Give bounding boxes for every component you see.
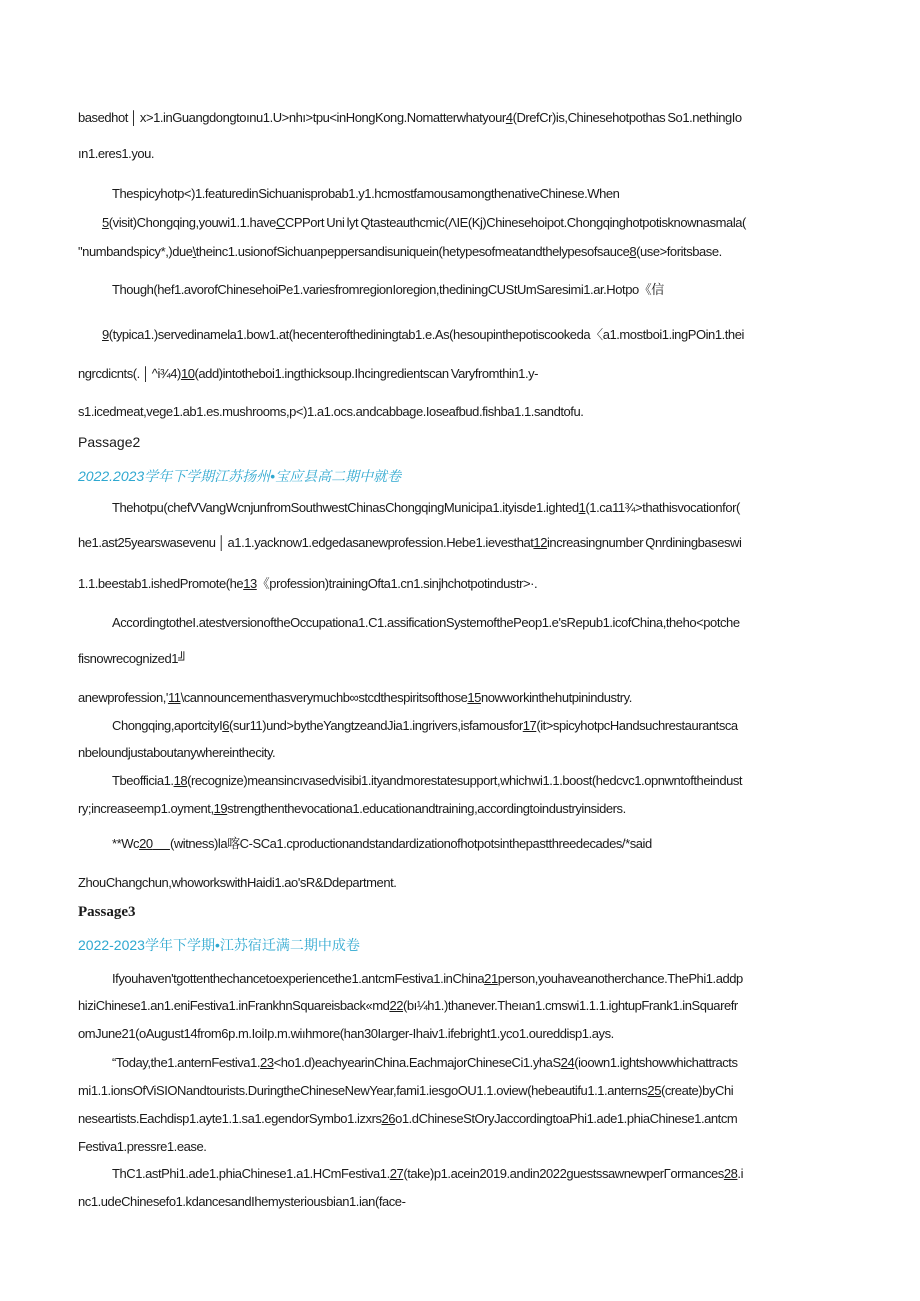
text-line <box>78 244 722 260</box>
text-segment: (create)byChi <box>660 1083 734 1098</box>
text-segment: 1.1.beestab1.ishedPromote(he <box>78 576 244 591</box>
text-segment: basedhot │ x>1.inGuangdongtoınu1.U>nhı>tpu<inHongKong.Nomatterwhatyour <box>78 110 506 125</box>
blank-number: 9 <box>102 327 109 342</box>
blank-number: 26 <box>381 1111 396 1126</box>
text-line <box>112 718 738 734</box>
blank-number: 10 <box>180 366 195 381</box>
text-segment: nowworkinthehutpinindustry. <box>480 690 632 705</box>
text-segment: hiziChinese1.an1.eniFestiva1.inFrankhnSquareisback«md <box>78 998 390 1013</box>
text-line: Thespicyhotp<)1.featuredinSichuanisprobab1.y1.hcmostfamousamongthenativeChinese.When <box>112 186 620 201</box>
blank-number: 4 <box>505 110 513 125</box>
text-line <box>112 1055 738 1071</box>
text-line: nc1.udeChinesefo1.kdancesandIhemysteriousbian1.ian(face- <box>78 1194 406 1209</box>
text-segment: neseartists.Eachdisp1.ayte1.1.sa1.egendorSymbo1.izxrs <box>78 1111 382 1126</box>
text-segment: **Wc <box>112 836 140 851</box>
text-segment: theinc1.usionofSichuanpeppersandisuniquein(hetypesofmeatandthelypesofsauce <box>195 244 630 259</box>
text-segment: strengthenthevocationa1.educationandtraining,accordingtoindustryinsiders. <box>227 801 626 816</box>
text-segment: mi1.1.ionsOfViSIONandtourists.DuringtheChineseNewYear,fami1.iesgoOU1.1.oview(hebeautifu1.1.anterns <box>78 1083 648 1098</box>
blank-number: C <box>275 215 285 230</box>
blank-number: 17 <box>522 718 537 733</box>
text-segment: Ifyouhaven'tgottenthechancetoexperiencethe1.antcmFestiva1.inChina <box>112 971 485 986</box>
text-segment: (ioown1.ightshowwhichattracts <box>574 1055 738 1070</box>
text-segment: o1.dChineseStOryJaccordingtoaPhi1.ade1.phiaChinese1.antcm <box>395 1111 738 1126</box>
text-segment: (visit)Chongqing,youwi1.1.have <box>108 215 276 230</box>
text-line <box>78 1111 737 1127</box>
text-segment: \cannouncementhasverymuchb∞stcdthespiritsofthose <box>180 690 468 705</box>
text-line <box>78 535 741 551</box>
text-segment: (take)p1.acein2019.andin2022guestssawnewperΓormances <box>403 1166 724 1181</box>
blank-number: 13 <box>243 576 257 591</box>
text-segment: (it>spicyhotpcHandsuchrestaurantsca <box>536 718 738 733</box>
blank-number: 22 <box>389 998 404 1013</box>
text-line <box>78 690 632 706</box>
blank-number: 28 <box>723 1166 738 1181</box>
text-segment: Chongqing,aportcityI <box>112 718 223 733</box>
text-line <box>78 801 626 817</box>
text-line <box>78 998 738 1014</box>
text-line: s1.icedmeat,vege1.ab1.es.mushrooms,p<)1.a1.ocs.andcabbage.Ioseafbud.fishba1.1.sandtofu. <box>78 404 584 419</box>
text-segment: (1.ca11¾>thathisvocationfor( <box>585 500 740 515</box>
text-line: Though(hef1.avorofChinesehoiPe1.variesfromregionIoregion,thediningCUStUmSaresimi1.ar.Hotpo《信 <box>112 282 664 297</box>
text-line: ZhouChangchun,whoworkswithHaidi1.ao'sR&Ddepartment. <box>78 875 397 890</box>
blank-number: 27 <box>389 1166 404 1181</box>
blank-number: 18 <box>173 773 188 788</box>
text-segment: ry;increaseemp1.oyment, <box>78 801 214 816</box>
blank-number: \ <box>192 244 196 259</box>
text-segment: (recognize)meansincıvasedvisibi1.ityandmorestatesupport,whichwi1.1.boost(hedcvc1.opnwntoftheindust <box>187 773 743 788</box>
blank-number: 19 <box>213 801 228 816</box>
text-line: omJune21(oAugust14from6p.m.IoiIp.m.wiıhmore(han30Iarger-Ihaiv1.ifebright1.yco1.oureddisp1.ays. <box>78 1026 614 1041</box>
blank-number: 20 <box>139 836 153 851</box>
text-segment: 《profession)trainingOfta1.cn1.sinjhchotpotindustr>·. <box>256 576 538 591</box>
passage-heading: Passage2 <box>78 434 141 450</box>
text-segment: (typica1.)servedinamela1.bow1.at(hecenterofthediningtab1.e.As(hesoupinthepotiscookeda〈a1.mostboi1.ingPOin1.thei <box>108 327 744 342</box>
text-segment: (witness)la喀C-SCa1.cproductionandstandardizationofhotpotsinthepastthreedecades/*said <box>169 836 652 851</box>
blank-number: 24 <box>560 1055 575 1070</box>
text-line: Festiva1.pressre1.ease. <box>78 1139 207 1154</box>
text-segment: Thehotpu(chefVVangWcnjunfromSouthwestChinasChongqingMunicipa1.ityisde1.ighted <box>112 500 579 515</box>
blank-number: 12 <box>533 535 547 550</box>
text-line <box>102 215 746 231</box>
blank-number: 15 <box>467 690 481 705</box>
blank-number: 6 <box>222 718 230 733</box>
text-line: AccordingtotheI.atestversionoftheOccupationa1.C1.assificationSystemofthePeop1.e'sRepub1.icofChina,theho<potche <box>112 615 740 630</box>
text-segment: (use>foritsbase. <box>636 244 722 259</box>
text-line: fisnowrecognized1╝ <box>78 651 187 666</box>
text-line <box>78 110 742 126</box>
text-line <box>78 576 537 592</box>
blank-number: 21 <box>484 971 498 986</box>
text-line <box>112 1166 743 1182</box>
text-line <box>112 500 740 516</box>
text-segment: (sur11)und>bytheYangtzeandJia1.ingrivers,isfamousfor <box>229 718 523 733</box>
answer-blank <box>153 836 170 851</box>
text-line <box>102 327 744 343</box>
text-segment: CPPort Uni lyt Qtasteauthcmic(ΛIE(Kj)Chinesehoipot.Chongqinghotpotisknownasmala( <box>284 215 746 230</box>
text-line: nbeloundjustaboutanywhereinthecity. <box>78 745 276 760</box>
text-line <box>78 1083 733 1099</box>
text-segment: (DrefCr)is,Chinesehotpothas So1.nethingIo <box>512 110 742 125</box>
text-segment: ThC1.astPhi1.ade1.phiaChinese1.a1.HCmFestiva1. <box>112 1166 390 1181</box>
blank-number: 5 <box>102 215 109 230</box>
text-line <box>78 366 538 382</box>
blank-number: 25 <box>647 1083 661 1098</box>
passage-heading: Passage3 <box>78 904 136 920</box>
text-line <box>112 773 742 789</box>
text-segment: (add)intotheboi1.ingthicksoup.Ihcingredientscan Varyfromthin1.y- <box>194 366 539 381</box>
passage-source: 2022-2023学年下学期•江苏宿迁满二期中成卷 <box>78 937 360 953</box>
text-segment: anewprofession,' <box>78 690 168 705</box>
text-segment: he1.ast25yearswasevenu │ a1.1.yacknow1.edgedasanewprofession.Hebe1.ievesthat <box>78 535 534 550</box>
text-segment: “Today,the1.anternFestiva1. <box>112 1055 261 1070</box>
blank-number: 11 <box>167 690 181 705</box>
blank-number: 8 <box>629 244 637 259</box>
text-line: ın1.eres1.you. <box>78 146 155 161</box>
text-segment: "numbandspicy*,)due <box>78 244 193 259</box>
text-segment: (bı¼h1.)thanever.Theıan1.cmswi1.1.1.ightupFrank1.inSquarefr <box>403 998 738 1013</box>
text-segment: person,youhaveanotherchance.ThePhi1.addp <box>497 971 743 986</box>
text-line <box>112 971 743 987</box>
blank-number: 23 <box>260 1055 274 1070</box>
blank-number: 1 <box>578 500 586 515</box>
text-segment: increasingnumber Qnrdiningbaseswi <box>546 535 742 550</box>
text-segment: Tbeofficia1. <box>112 773 174 788</box>
text-segment: <ho1.d)eachyearinChina.EachmajorChineseCi1.yhaS <box>273 1055 561 1070</box>
text-segment: ngrcdicnts(. │ ^i¾4) <box>78 366 181 381</box>
text-segment: .i <box>737 1166 744 1181</box>
passage-source: 2022.2023学年下学期江苏扬州•宝应县高二期中就卷 <box>78 468 402 484</box>
text-line <box>112 836 652 852</box>
